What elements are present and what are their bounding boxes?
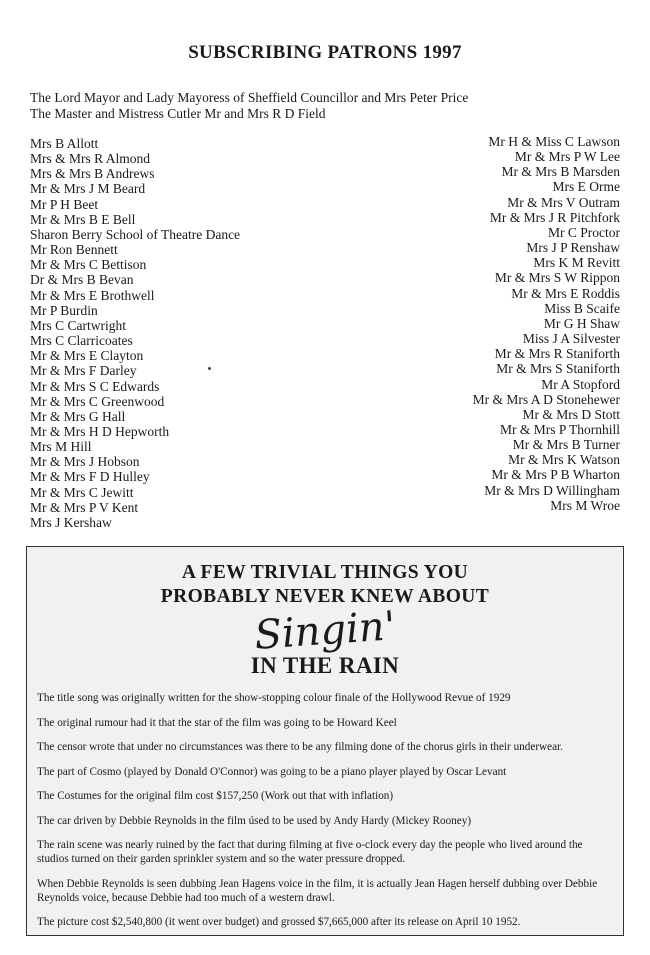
patrons-column-left (30, 136, 240, 530)
patron-name: Mr & Mrs B Turner (512, 437, 620, 453)
patron-name: Mrs J P Renshaw (526, 240, 620, 256)
patrons-column-right (473, 134, 620, 513)
patron-name: Mrs K M Revitt (533, 255, 620, 271)
patron-name: Mr & Mrs C Bettison (30, 257, 147, 273)
patron-name: Mr A Stopford (541, 376, 620, 392)
page-title: SUBSCRIBING PATRONS 1997 (188, 42, 462, 63)
patron-name: Mrs & Mrs R Almond (30, 151, 151, 167)
patron-name: Mr & Mrs B Marsden (501, 164, 620, 180)
patron-name: Mr & Mrs P Thornhill (499, 421, 620, 437)
patron-name: Dr & Mrs B Bevan (30, 272, 134, 288)
trivia-fact: The car driven by Debbie Reynolds in the film úsed to be used by Andy Hardy (Mickey Rooney) (37, 814, 472, 827)
patron-name: Mrs B Allott (30, 136, 99, 151)
dignitary-line: The Lord Mayor and Lady Mayoress of Sheffield Councillor and Mrs Peter Price (30, 90, 469, 105)
trivia-heading-line: A FEW TRIVIAL THINGS YOU (181, 562, 469, 583)
patron-name: Mr & Mrs P W Lee (514, 149, 620, 165)
print-speck (208, 367, 211, 370)
patron-name: Mr & Mrs E Brothwell (30, 287, 155, 303)
dignitaries-list (30, 90, 468, 122)
trivia-heading-line: PROBABLY NEVER KNEW ABOUT (160, 586, 490, 607)
patron-name: Mrs E Orme (552, 179, 620, 195)
patron-name: Mr & Mrs F Darley (30, 363, 137, 379)
trivia-fact: The censor wrote that under no circumstances was there to be any filming done of the chorus girls in their underwear. (37, 741, 563, 753)
patron-name: Mr & Mrs C Greenwood (30, 393, 165, 409)
patron-name: Mr H & Miss C Lawson (488, 134, 620, 149)
patron-name: Miss J A Silvester (522, 331, 620, 347)
patron-name: Mrs M Hill (30, 439, 92, 455)
patron-name: Mr Ron Bennett (30, 242, 118, 258)
trivia-fact: The Costumes for the original film cost $157,250 (Work out that with inflation) (37, 790, 394, 802)
trivia-facts-list (37, 691, 615, 940)
patron-name: Mr & Mrs D Stott (522, 406, 620, 422)
patron-name: Mr & Mrs J Hobson (30, 454, 140, 470)
trivia-fact: The title song was originally written for the show-stopping colour finale of the Hollywood Revue of 1929 (37, 692, 511, 704)
patron-name: Mr & Mrs C Jewitt (30, 484, 134, 500)
patron-name: Mr & Mrs K Watson (508, 452, 620, 468)
trivia-fact: The part of Cosmo (played by Donald O'Connor) was going to be a piano player played by Oscar Levant (37, 765, 507, 778)
patron-name: Mr & Mrs V Outram (507, 194, 620, 210)
patron-name: Mr & Mrs F D Hulley (30, 469, 150, 485)
patron-name: Sharon Berry School of Theatre Dance (30, 226, 241, 242)
patron-name: Mr & Mrs J M Beard (30, 181, 146, 197)
trivia-box (26, 546, 624, 936)
patron-name: Mr & Mrs S C Edwards (30, 378, 160, 394)
trivia-fact: The picture cost $2,540,800 (it went over budget) and grossed $7,665,000 after its release on April 10 1952. (37, 916, 521, 928)
patron-name: Mr & Mrs S Staniforth (496, 361, 620, 377)
patron-name: Mrs J Kershaw (30, 514, 112, 530)
patron-name: Mr & Mrs R Staniforth (494, 346, 620, 362)
patron-name: Mrs M Wroe (550, 497, 620, 513)
patron-name: Mr & Mrs A D Stonehewer (472, 391, 620, 407)
patron-name: Mrs C Cartwright (30, 317, 126, 333)
patron-name: Mrs C Clarricoates (30, 333, 133, 349)
patron-name: Mr & Mrs P B Wharton (491, 467, 620, 483)
patron-name: Mr & Mrs B E Bell (30, 211, 136, 227)
patron-name: Miss B Scaife (544, 300, 620, 316)
dignitary-line: The Master and Mistress Cutler Mr and Mrs R D Field (30, 106, 326, 121)
patron-name: Mr & Mrs H D Hepworth (30, 423, 170, 439)
patron-name: Mr & Mrs E Roddis (511, 285, 620, 301)
patron-name: Mr & Mrs J R Pitchfork (489, 209, 620, 225)
patron-name: Mr G H Shaw (543, 315, 620, 331)
patron-name: Mr & Mrs S W Rippon (494, 270, 620, 286)
film-title-script: Singin' (253, 603, 397, 659)
patron-name: Mr & Mrs G Hall (30, 408, 126, 424)
patron-name: Mr C Proctor (548, 224, 620, 240)
trivia-fact: The original rumour had it that the star of the film was going to be Howard Keel (37, 716, 397, 729)
film-title-rest: IN THE RAIN (250, 653, 400, 678)
trivia-fact: The rain scene was nearly ruined by the fact that during filming at five o-clock every day the people who lived around the studios turned on their garden sprinkler system and so the water pressure dropped. (37, 839, 583, 865)
patron-name: Mr P Burdin (30, 302, 98, 318)
patron-name: Mr & Mrs D Willingham (484, 482, 620, 498)
patron-name: Mr & Mrs P V Kent (30, 499, 139, 515)
trivia-fact: When Debbie Reynolds is seen dubbing Jean Hagens voice in the film, it is actually Jean Hagen herself dubbing over Debbie Reynolds voice, because Debbie had too much of a western drawl. (37, 877, 598, 904)
patron-name: Mr & Mrs E Clayton (30, 348, 144, 364)
patron-name: Mr P H Beet (30, 196, 99, 212)
patron-name: Mrs & Mrs B Andrews (30, 166, 155, 182)
